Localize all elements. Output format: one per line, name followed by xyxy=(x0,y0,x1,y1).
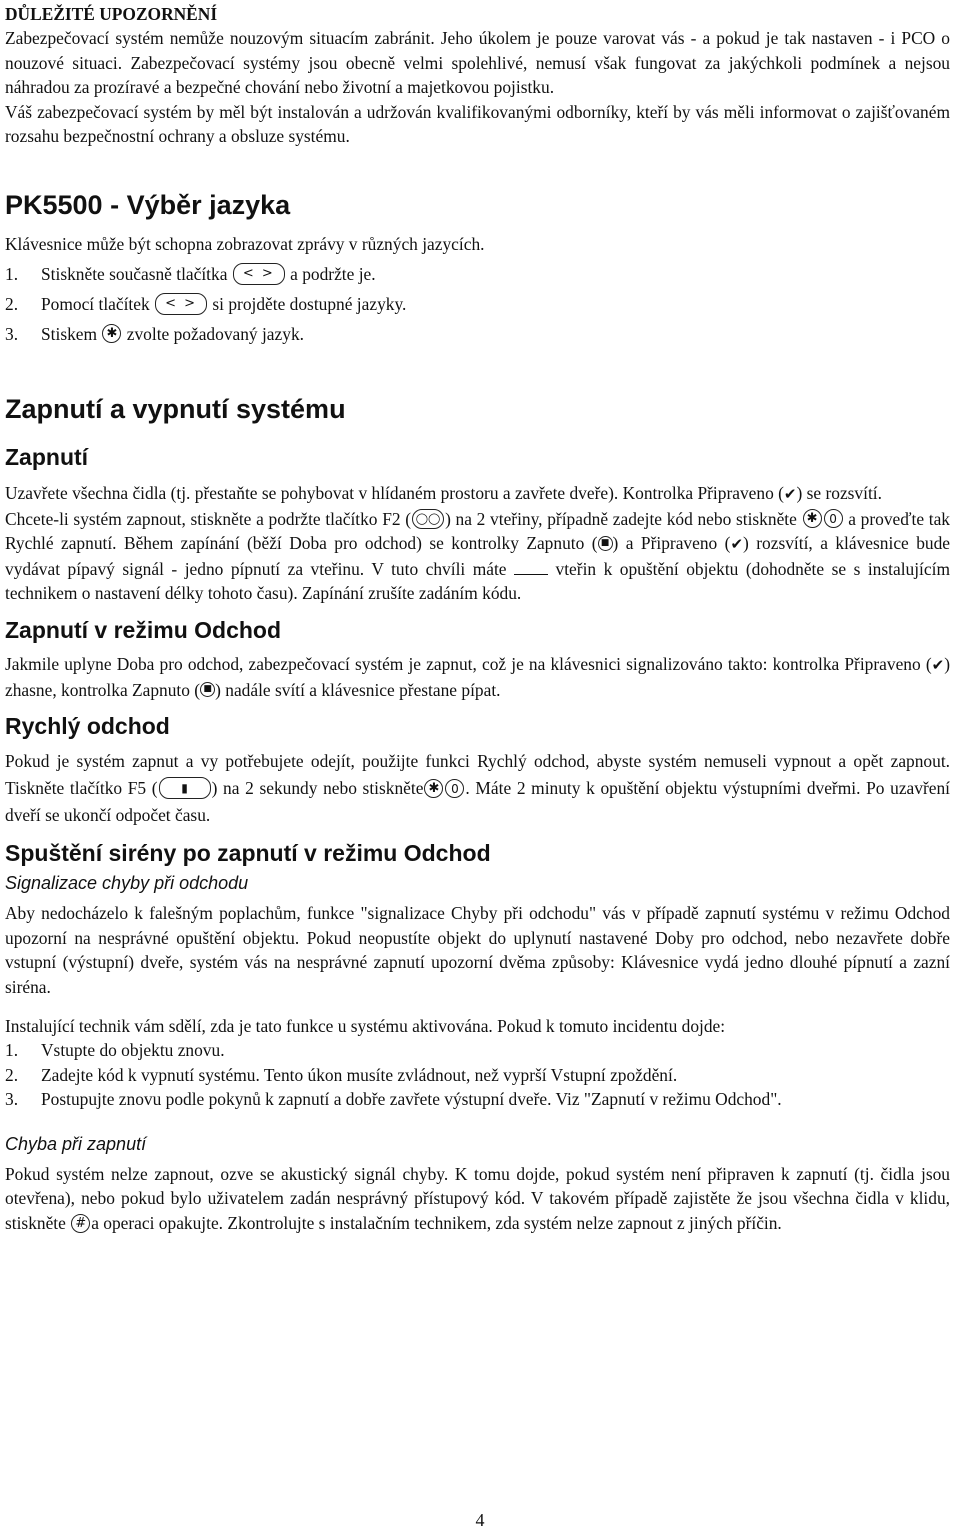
step-number: 2. xyxy=(5,293,19,314)
document-page xyxy=(5,2,950,1236)
quick-exit-heading: Rychlý odchod xyxy=(5,713,170,740)
key-zero-icon: 0 xyxy=(445,779,464,798)
siren-heading: Spuštění sirény po zapnutí v režimu Odchod xyxy=(5,840,491,867)
text: ) se rozsvítí. xyxy=(796,482,882,503)
step-text: Zadejte kód k vypnutí systému. Tento úkon musíte zvládnout, než vyprší Vstupní zpoždění. xyxy=(41,1064,678,1085)
arrow-keys-icon: < > xyxy=(155,293,207,315)
key-star-icon: ✱ xyxy=(803,509,822,528)
text: ) na 2 sekundy nebo stiskněte xyxy=(211,778,424,799)
exit-fault-step-3 xyxy=(5,1087,950,1112)
text: Pokud je systém zapnut a vy potřebujete odejít, použijte funkci Rychlý odchod, abyste systém nemuseli vypnout a opět zapnout. Tiskněte tlačítko F5 ( xyxy=(5,751,950,799)
language-step-1 xyxy=(5,259,950,289)
f2-key-icon: ◯◯ xyxy=(412,509,444,529)
step-text: Stiskněte současně tlačítka xyxy=(41,263,228,284)
key-star-icon: ✱ xyxy=(102,324,121,343)
notice-title: DŮLEŽITÉ UPOZORNĚNÍ xyxy=(5,4,218,24)
page-number: 4 xyxy=(475,1510,485,1530)
blank-line xyxy=(514,560,548,575)
text: Pokud systém nelze zapnout, ozve se akustický signál chyby. K tomu dojde, pokud systém není připraven k zapnutí (tj. čidla jsou otevřena), nebo pokud bylo uživatelem zadán nesprávný přístupový kód. V takovém případě zajistěte že jsou všechna čidla v klidu, stiskněte xyxy=(5,1163,950,1234)
arm-error-paragraph xyxy=(5,1162,950,1236)
language-heading: PK5500 - Výběr jazyka xyxy=(5,189,291,220)
step-number: 3. xyxy=(5,323,19,344)
step-text: a podržte je. xyxy=(290,263,376,284)
language-intro: Klávesnice může být schopna zobrazovat zprávy v různých jazycích. xyxy=(5,233,485,254)
arrow-keys-icon: < > xyxy=(233,263,285,285)
lock-icon: ■ xyxy=(200,682,215,697)
exit-fault-step-1 xyxy=(5,1038,950,1063)
language-step-3 xyxy=(5,319,950,349)
language-step-2 xyxy=(5,289,950,319)
step-text: Pomocí tlačítek xyxy=(41,293,150,314)
text: ) na 2 vteřiny, případně zadejte kód nebo stiskněte xyxy=(445,508,797,529)
quick-exit-paragraph xyxy=(5,748,950,829)
notice-paragraph-2: Váš zabezpečovací systém by měl být instalován a udržován kvalifikovanými odborníky, kteří by vás měli informovat o zajišťovaném rozsahu bezpečnostní ochrany a obsluze systému. xyxy=(5,101,950,147)
text: Chcete-li systém zapnout, stiskněte a podržte tlačítko F2 ( xyxy=(5,508,412,529)
important-notice xyxy=(5,2,950,149)
lock-icon: ■ xyxy=(598,536,613,551)
step-number: 3. xyxy=(5,1089,19,1110)
f5-key-icon: ▮ xyxy=(159,777,211,799)
step-text: Stiskem xyxy=(41,323,98,344)
text: . Máte 2 minuty k opuštění objektu výstupními dveřmi. Po uzavření dveří se ukončí odpočet času. xyxy=(5,778,950,826)
text: ) rozsvítí, a klávesnice bude vydávat pípavý signál - jedno pípnutí za vteřinu. V tuto chvíli máte xyxy=(5,533,950,579)
siren-section xyxy=(5,839,950,1236)
step-number: 1. xyxy=(5,263,19,284)
step-text: zvolte požadovaný jazyk. xyxy=(126,323,304,344)
arming-paragraph-1 xyxy=(5,481,950,507)
installer-paragraph: Instalující technik vám sdělí, zda je tato funkce u systému aktivována. Pokud k tomuto incidentu dojde: xyxy=(5,1015,726,1036)
arm-error-heading: Chyba při zapnutí xyxy=(5,1133,147,1154)
text: ) nadále svítí a klávesnice přestane pípat. xyxy=(215,679,501,700)
step-text: si projděte dostupné jazyky. xyxy=(212,293,407,314)
notice-paragraph-1: Zabezpečovací systém nemůže nouzovým situacím zabránit. Jeho úkolem je pouze varovat vás - a pokud je tak nastaven - i PCO o nouzové situaci. Zabezpečovací systémy jsou obecně velmi spolehlivé, nemusí však fungovat za jakýchkoli podmínek a nejsou náhradou za prozíravé a bezpečné chování nebo životní a majetkovou pojistku. xyxy=(5,28,950,98)
away-heading: Zapnutí v režimu Odchod xyxy=(5,616,282,643)
language-section xyxy=(5,189,950,349)
step-number: 2. xyxy=(5,1064,19,1085)
quick-exit-section xyxy=(5,712,950,829)
arming-paragraph-2 xyxy=(5,507,950,606)
arming-section xyxy=(5,393,950,606)
exit-fault-paragraph: Aby nedocházelo k falešným poplachům, funkce "signalizace Chyby při odchodu" vás v případě zapnutí systému v režimu Odchod upozorní na nesprávné opuštění objektu. Pokud neopustíte objekt do uplynutí nastavené Doby pro odchod, nebo nezavřete dobře vstupní (výstupní) dveře, systém vás na nesprávné zapnutí upozorní dvěma způsoby: Klávesnice vydá jedno dlouhé pípnutí a zazní siréna. xyxy=(5,903,950,997)
arming-heading: Zapnutí a vypnutí systému xyxy=(5,393,346,424)
step-number: 1. xyxy=(5,1040,19,1061)
key-hash-icon: # xyxy=(71,1214,90,1233)
text: Jakmile uplyne Doba pro odchod, zabezpečovací systém je zapnut, což je na klávesnici signalizováno takto: kontrolka Připraveno ( xyxy=(5,653,932,674)
exit-fault-heading: Signalizace chyby při odchodu xyxy=(5,873,249,894)
text: ) a Připraveno ( xyxy=(612,533,731,554)
step-text: Postupujte znovu podle pokynů k zapnutí a dobře zavřete výstupní dveře. Viz "Zapnutí v režimu Odchod". xyxy=(41,1089,782,1110)
exit-fault-step-2 xyxy=(5,1063,950,1088)
away-section xyxy=(5,616,950,702)
text: ) zhasne, kontrolka Zapnuto ( xyxy=(5,653,950,700)
text: vteřin k opuštění objektu (dohodněte se s instalujícím technikem o nastavení délky tohoto času). Zapínání zrušíte zadáním kódu. xyxy=(5,558,950,604)
step-text: Vstupte do objektu znovu. xyxy=(41,1040,225,1061)
text: a proveďte tak Rychlé zapnutí. Během zapínání (běží Doba pro odchod) se kontrolky Zapnuto ( xyxy=(5,508,950,554)
checkmark-icon: ✔ xyxy=(730,535,744,554)
checkmark-icon: ✔ xyxy=(783,484,797,503)
text: Uzavřete všechna čidla (tj. přestaňte se pohybovat v hlídaném prostoru a zavřete dveře). Kontrolka Připraveno ( xyxy=(5,482,784,503)
away-paragraph xyxy=(5,652,950,702)
checkmark-icon: ✔ xyxy=(931,655,945,674)
arming-subheading: Zapnutí xyxy=(5,443,89,470)
text: a operaci opakujte. Zkontrolujte s instalačním technikem, zda systém nelze zapnout z jiných příčin. xyxy=(91,1213,782,1234)
key-star-icon: ✱ xyxy=(424,779,443,798)
key-zero-icon: 0 xyxy=(824,509,843,528)
